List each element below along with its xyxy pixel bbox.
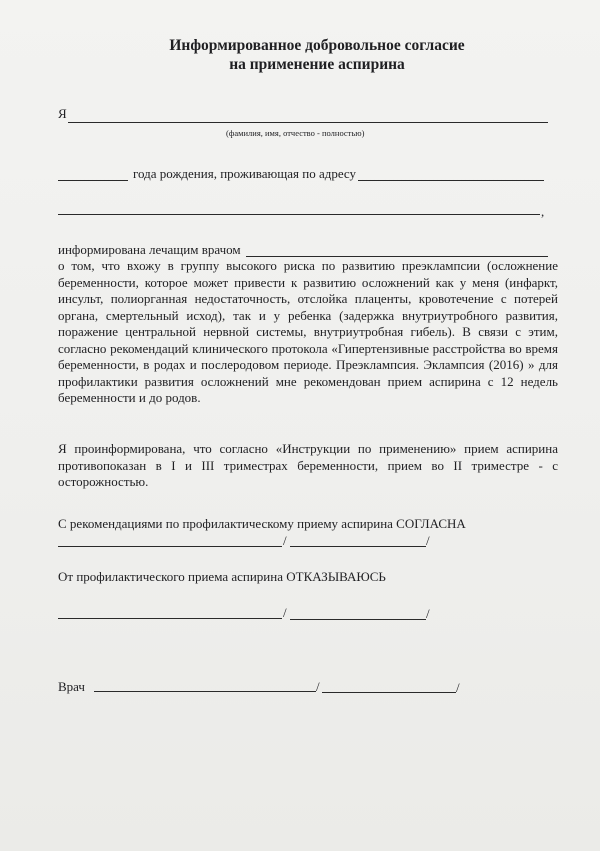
refuse-signature-line[interactable] xyxy=(58,618,282,619)
contraindication-paragraph-text: Я проинформирована, что согласно «Инструкции по применению» прием аспирина противопоказан в I и III триместрах беременности, прием во II триместре - с осторожностью. xyxy=(58,441,558,489)
informed-by-label: информирована лечащим врачом xyxy=(58,242,241,257)
address-continuation-line[interactable] xyxy=(58,214,540,215)
fio-hint: (фамилия, имя, отчество - полностью) xyxy=(226,128,365,138)
doctor-name-line[interactable] xyxy=(322,692,456,693)
refuse-slash: / xyxy=(283,605,287,620)
doctor-slash: / xyxy=(316,679,320,694)
form-title xyxy=(58,36,558,74)
address-blank-line[interactable] xyxy=(358,180,544,181)
refuse-statement: От профилактического приема аспирина ОТКАЗЫВАЮСЬ xyxy=(58,569,386,584)
birth-address-label: года рождения, проживающая по адресу xyxy=(133,166,357,181)
title-line-2: на применение аспирина xyxy=(229,56,405,73)
address-comma: , xyxy=(541,204,545,219)
contraindication-paragraph xyxy=(58,441,558,491)
risk-paragraph xyxy=(58,258,558,407)
refuse-name-line[interactable] xyxy=(290,619,426,620)
doctor-slash-end: / xyxy=(456,680,460,695)
fio-blank-line[interactable] xyxy=(68,122,548,123)
birth-year-blank-line[interactable] xyxy=(58,180,128,181)
agree-slash-end: / xyxy=(426,533,430,548)
agree-name-line[interactable] xyxy=(290,546,426,547)
doctor-name-blank-line[interactable] xyxy=(246,256,548,257)
refuse-slash-end: / xyxy=(426,606,430,621)
agree-signature-line[interactable] xyxy=(58,546,282,547)
doctor-signature-line[interactable] xyxy=(94,691,316,692)
ya-label: Я xyxy=(58,106,67,121)
risk-paragraph-text: о том, что вхожу в группу высокого риска по развитию преэклампсии (осложнение беременности, которое может привести к развитию осложнений как у меня (инфаркт, инсульт, полиорганная недостаточность, отслойка плаценты, кровотечение с потерей органа, смертельный исход), так и у ребенка (задержка внутриутробного развития, поражение центральной нервной системы, внутриутробная гибель). В связи с этим, согласно рекомендаций клинического протокола «Гипертензивные расстройства во время беременности, в родах и послеродовом периоде. Преэклампсия. Эклампсия (2016) » для профилактики развития осложнений мне рекомендован прием аспирина с 12 недель беременности и до родов. xyxy=(58,258,558,405)
title-line-1: Информированное добровольное согласие xyxy=(169,37,465,54)
consent-form xyxy=(58,36,558,695)
doctor-label: Врач xyxy=(58,679,85,694)
agree-statement: С рекомендациями по профилактическому приему аспирина СОГЛАСНА xyxy=(58,516,466,531)
agree-slash: / xyxy=(283,533,287,548)
